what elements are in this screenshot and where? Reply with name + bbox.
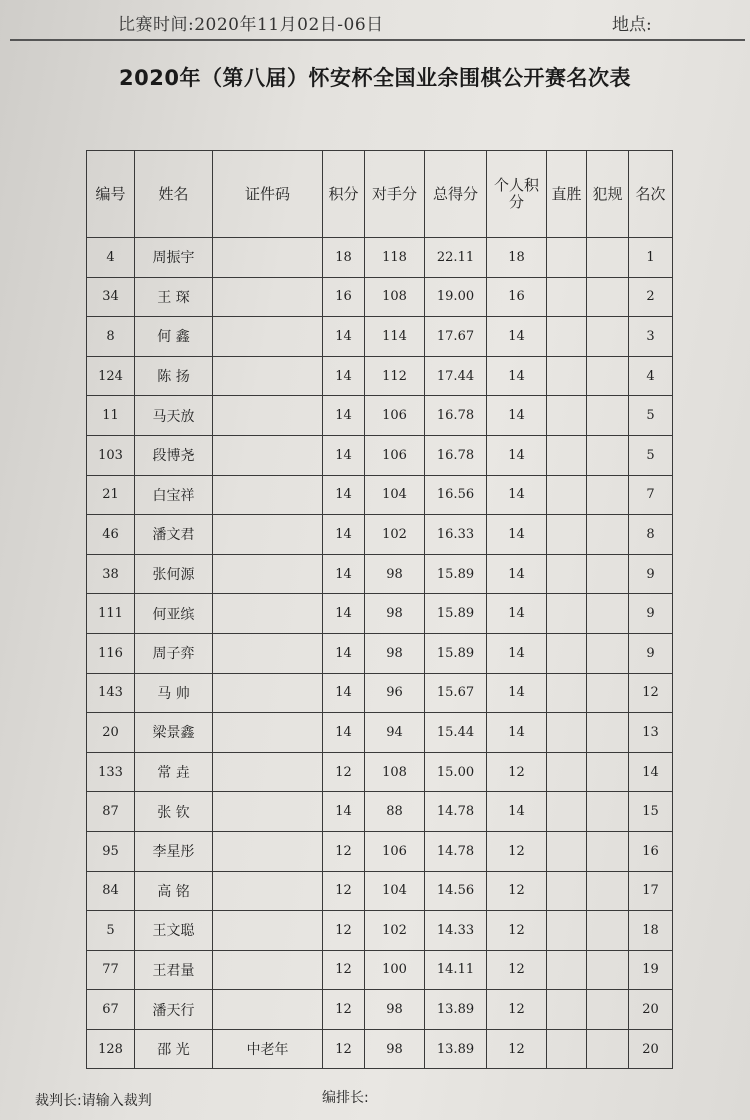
cell-name: 马天放 xyxy=(135,396,213,436)
cell-total: 15.44 xyxy=(425,713,487,753)
cell-id: 116 xyxy=(87,633,135,673)
cell-personal-points: 14 xyxy=(487,356,547,396)
cell-direct-win xyxy=(547,871,587,911)
cell-rank: 2 xyxy=(629,277,673,317)
cell-cert xyxy=(213,317,323,357)
cell-points: 12 xyxy=(323,990,365,1030)
cell-name: 潘天行 xyxy=(135,990,213,1030)
cell-foul xyxy=(587,515,629,555)
cell-name: 王君量 xyxy=(135,950,213,990)
cell-name: 常 垚 xyxy=(135,752,213,792)
ranking-table xyxy=(86,150,673,1069)
col-header-personal-points: 个人积分 xyxy=(487,151,547,238)
cell-total: 16.78 xyxy=(425,396,487,436)
cell-personal-points: 18 xyxy=(487,238,547,278)
table-row xyxy=(87,396,673,436)
cell-foul xyxy=(587,713,629,753)
table-row xyxy=(87,515,673,555)
cell-total: 16.33 xyxy=(425,515,487,555)
cell-total: 14.11 xyxy=(425,950,487,990)
cell-cert xyxy=(213,831,323,871)
cell-id: 34 xyxy=(87,277,135,317)
cell-total: 16.56 xyxy=(425,475,487,515)
cell-points: 12 xyxy=(323,950,365,990)
cell-rank: 3 xyxy=(629,317,673,357)
cell-foul xyxy=(587,792,629,832)
cell-direct-win xyxy=(547,475,587,515)
cell-points: 14 xyxy=(323,515,365,555)
table-row xyxy=(87,594,673,634)
cell-foul xyxy=(587,673,629,713)
cell-rank: 20 xyxy=(629,990,673,1030)
cell-id: 103 xyxy=(87,435,135,475)
cell-personal-points: 14 xyxy=(487,515,547,555)
cell-opponent-score: 108 xyxy=(365,752,425,792)
cell-personal-points: 12 xyxy=(487,752,547,792)
cell-cert xyxy=(213,554,323,594)
cell-cert xyxy=(213,792,323,832)
cell-rank: 9 xyxy=(629,633,673,673)
cell-direct-win xyxy=(547,633,587,673)
cell-foul xyxy=(587,990,629,1030)
cell-cert xyxy=(213,871,323,911)
cell-direct-win xyxy=(547,554,587,594)
cell-opponent-score: 118 xyxy=(365,238,425,278)
cell-id: 143 xyxy=(87,673,135,713)
cell-personal-points: 14 xyxy=(487,633,547,673)
cell-cert xyxy=(213,277,323,317)
cell-foul xyxy=(587,633,629,673)
cell-opponent-score: 104 xyxy=(365,475,425,515)
cell-id: 95 xyxy=(87,831,135,871)
cell-cert xyxy=(213,950,323,990)
cell-name: 梁景鑫 xyxy=(135,713,213,753)
cell-foul xyxy=(587,356,629,396)
cell-personal-points: 12 xyxy=(487,871,547,911)
table-row xyxy=(87,792,673,832)
col-header-opponent-score: 对手分 xyxy=(365,151,425,238)
cell-total: 14.33 xyxy=(425,911,487,951)
cell-total: 16.78 xyxy=(425,435,487,475)
cell-opponent-score: 106 xyxy=(365,831,425,871)
col-header-points: 积分 xyxy=(323,151,365,238)
cell-cert xyxy=(213,990,323,1030)
table-row xyxy=(87,277,673,317)
cell-cert xyxy=(213,911,323,951)
header-divider xyxy=(10,39,745,41)
cell-total: 14.56 xyxy=(425,871,487,911)
cell-name: 潘文君 xyxy=(135,515,213,555)
cell-total: 15.89 xyxy=(425,633,487,673)
col-header-foul: 犯规 xyxy=(587,151,629,238)
cell-id: 77 xyxy=(87,950,135,990)
cell-personal-points: 12 xyxy=(487,831,547,871)
table-row xyxy=(87,713,673,753)
cell-foul xyxy=(587,554,629,594)
cell-opponent-score: 98 xyxy=(365,594,425,634)
cell-rank: 12 xyxy=(629,673,673,713)
cell-points: 14 xyxy=(323,396,365,436)
cell-opponent-score: 102 xyxy=(365,911,425,951)
cell-foul xyxy=(587,911,629,951)
cell-name: 白宝祥 xyxy=(135,475,213,515)
cell-id: 38 xyxy=(87,554,135,594)
table-row xyxy=(87,356,673,396)
cell-personal-points: 14 xyxy=(487,594,547,634)
cell-id: 124 xyxy=(87,356,135,396)
cell-points: 14 xyxy=(323,435,365,475)
cell-name: 李星彤 xyxy=(135,831,213,871)
cell-foul xyxy=(587,871,629,911)
match-date: 比赛时间:2020年11月02日-06日 xyxy=(118,15,384,35)
cell-opponent-score: 112 xyxy=(365,356,425,396)
cell-id: 11 xyxy=(87,396,135,436)
cell-foul xyxy=(587,277,629,317)
cell-name: 周子弈 xyxy=(135,633,213,673)
col-header-total: 总得分 xyxy=(425,151,487,238)
cell-points: 14 xyxy=(323,673,365,713)
cell-id: 111 xyxy=(87,594,135,634)
cell-cert xyxy=(213,633,323,673)
cell-rank: 20 xyxy=(629,1029,673,1069)
cell-cert xyxy=(213,238,323,278)
cell-total: 17.44 xyxy=(425,356,487,396)
cell-rank: 19 xyxy=(629,950,673,990)
cell-cert xyxy=(213,713,323,753)
cell-rank: 1 xyxy=(629,238,673,278)
table-row xyxy=(87,673,673,713)
cell-total: 15.89 xyxy=(425,594,487,634)
cell-personal-points: 16 xyxy=(487,277,547,317)
cell-rank: 5 xyxy=(629,396,673,436)
cell-cert xyxy=(213,356,323,396)
cell-total: 15.00 xyxy=(425,752,487,792)
cell-personal-points: 14 xyxy=(487,435,547,475)
cell-foul xyxy=(587,435,629,475)
cell-opponent-score: 108 xyxy=(365,277,425,317)
cell-points: 12 xyxy=(323,752,365,792)
table-row xyxy=(87,633,673,673)
table-row xyxy=(87,1029,673,1069)
cell-foul xyxy=(587,238,629,278)
cell-opponent-score: 114 xyxy=(365,317,425,357)
cell-cert xyxy=(213,396,323,436)
table-row xyxy=(87,752,673,792)
cell-foul xyxy=(587,1029,629,1069)
table-row xyxy=(87,475,673,515)
cell-id: 21 xyxy=(87,475,135,515)
cell-id: 4 xyxy=(87,238,135,278)
cell-rank: 16 xyxy=(629,831,673,871)
table-row xyxy=(87,990,673,1030)
cell-id: 46 xyxy=(87,515,135,555)
cell-opponent-score: 98 xyxy=(365,990,425,1030)
cell-cert xyxy=(213,594,323,634)
cell-name: 高 铭 xyxy=(135,871,213,911)
cell-rank: 5 xyxy=(629,435,673,475)
cell-cert xyxy=(213,673,323,713)
cell-direct-win xyxy=(547,990,587,1030)
cell-direct-win xyxy=(547,792,587,832)
cell-personal-points: 14 xyxy=(487,475,547,515)
cell-direct-win xyxy=(547,950,587,990)
table-row xyxy=(87,871,673,911)
col-header-name: 姓名 xyxy=(135,151,213,238)
cell-cert: 中老年 xyxy=(213,1029,323,1069)
col-header-cert: 证件码 xyxy=(213,151,323,238)
cell-points: 18 xyxy=(323,238,365,278)
cell-rank: 4 xyxy=(629,356,673,396)
cell-name: 何 鑫 xyxy=(135,317,213,357)
location-label: 地点: xyxy=(612,15,652,35)
cell-direct-win xyxy=(547,1029,587,1069)
cell-name: 何亚缤 xyxy=(135,594,213,634)
cell-rank: 13 xyxy=(629,713,673,753)
cell-direct-win xyxy=(547,356,587,396)
cell-personal-points: 14 xyxy=(487,317,547,357)
cell-points: 14 xyxy=(323,792,365,832)
cell-personal-points: 14 xyxy=(487,673,547,713)
cell-direct-win xyxy=(547,435,587,475)
page-title: 2020年（第八届）怀安杯全国业余围棋公开赛名次表 xyxy=(119,66,631,90)
chief-referee-label: 裁判长:请输入裁判 xyxy=(35,1093,152,1109)
cell-rank: 8 xyxy=(629,515,673,555)
cell-direct-win xyxy=(547,238,587,278)
col-header-rank: 名次 xyxy=(629,151,673,238)
cell-id: 87 xyxy=(87,792,135,832)
table-header-row xyxy=(87,151,673,238)
col-header-direct-win: 直胜 xyxy=(547,151,587,238)
cell-direct-win xyxy=(547,911,587,951)
cell-opponent-score: 94 xyxy=(365,713,425,753)
cell-opponent-score: 100 xyxy=(365,950,425,990)
cell-cert xyxy=(213,475,323,515)
cell-rank: 18 xyxy=(629,911,673,951)
cell-rank: 9 xyxy=(629,554,673,594)
cell-name: 周振宇 xyxy=(135,238,213,278)
cell-points: 16 xyxy=(323,277,365,317)
table-row xyxy=(87,554,673,594)
cell-name: 邵 光 xyxy=(135,1029,213,1069)
cell-personal-points: 14 xyxy=(487,396,547,436)
cell-name: 马 帅 xyxy=(135,673,213,713)
table-row xyxy=(87,435,673,475)
cell-name: 陈 扬 xyxy=(135,356,213,396)
table-row xyxy=(87,831,673,871)
cell-points: 14 xyxy=(323,713,365,753)
cell-total: 14.78 xyxy=(425,831,487,871)
cell-opponent-score: 102 xyxy=(365,515,425,555)
col-header-id: 编号 xyxy=(87,151,135,238)
cell-name: 王文聪 xyxy=(135,911,213,951)
cell-points: 14 xyxy=(323,317,365,357)
cell-id: 133 xyxy=(87,752,135,792)
cell-rank: 7 xyxy=(629,475,673,515)
cell-cert xyxy=(213,435,323,475)
cell-foul xyxy=(587,831,629,871)
cell-name: 王 琛 xyxy=(135,277,213,317)
cell-id: 5 xyxy=(87,911,135,951)
cell-opponent-score: 88 xyxy=(365,792,425,832)
cell-points: 12 xyxy=(323,831,365,871)
cell-foul xyxy=(587,752,629,792)
cell-points: 14 xyxy=(323,594,365,634)
table-row xyxy=(87,950,673,990)
cell-opponent-score: 98 xyxy=(365,554,425,594)
cell-total: 13.89 xyxy=(425,1029,487,1069)
cell-id: 67 xyxy=(87,990,135,1030)
cell-name: 段博尧 xyxy=(135,435,213,475)
cell-personal-points: 12 xyxy=(487,1029,547,1069)
cell-points: 12 xyxy=(323,911,365,951)
cell-rank: 14 xyxy=(629,752,673,792)
cell-id: 8 xyxy=(87,317,135,357)
cell-foul xyxy=(587,950,629,990)
cell-foul xyxy=(587,396,629,436)
cell-rank: 9 xyxy=(629,594,673,634)
cell-personal-points: 12 xyxy=(487,950,547,990)
cell-id: 20 xyxy=(87,713,135,753)
cell-direct-win xyxy=(547,277,587,317)
cell-points: 12 xyxy=(323,871,365,911)
cell-rank: 15 xyxy=(629,792,673,832)
cell-direct-win xyxy=(547,515,587,555)
cell-direct-win xyxy=(547,752,587,792)
cell-foul xyxy=(587,594,629,634)
cell-id: 84 xyxy=(87,871,135,911)
cell-direct-win xyxy=(547,396,587,436)
cell-direct-win xyxy=(547,673,587,713)
cell-total: 15.89 xyxy=(425,554,487,594)
cell-name: 张何源 xyxy=(135,554,213,594)
table-row xyxy=(87,238,673,278)
cell-direct-win xyxy=(547,831,587,871)
cell-foul xyxy=(587,317,629,357)
cell-total: 17.67 xyxy=(425,317,487,357)
cell-personal-points: 14 xyxy=(487,554,547,594)
cell-points: 14 xyxy=(323,554,365,594)
cell-opponent-score: 104 xyxy=(365,871,425,911)
cell-foul xyxy=(587,475,629,515)
cell-name: 张 钦 xyxy=(135,792,213,832)
cell-cert xyxy=(213,752,323,792)
cell-points: 12 xyxy=(323,1029,365,1069)
cell-cert xyxy=(213,515,323,555)
cell-personal-points: 14 xyxy=(487,792,547,832)
cell-total: 15.67 xyxy=(425,673,487,713)
cell-id: 128 xyxy=(87,1029,135,1069)
cell-opponent-score: 106 xyxy=(365,396,425,436)
cell-direct-win xyxy=(547,317,587,357)
cell-personal-points: 12 xyxy=(487,990,547,1030)
cell-total: 14.78 xyxy=(425,792,487,832)
table-row xyxy=(87,317,673,357)
arranger-label: 编排长: xyxy=(322,1090,369,1106)
cell-total: 22.11 xyxy=(425,238,487,278)
cell-total: 19.00 xyxy=(425,277,487,317)
cell-direct-win xyxy=(547,594,587,634)
cell-opponent-score: 98 xyxy=(365,633,425,673)
cell-personal-points: 14 xyxy=(487,713,547,753)
cell-points: 14 xyxy=(323,356,365,396)
cell-opponent-score: 98 xyxy=(365,1029,425,1069)
cell-direct-win xyxy=(547,713,587,753)
cell-points: 14 xyxy=(323,633,365,673)
cell-points: 14 xyxy=(323,475,365,515)
cell-opponent-score: 106 xyxy=(365,435,425,475)
cell-opponent-score: 96 xyxy=(365,673,425,713)
cell-total: 13.89 xyxy=(425,990,487,1030)
cell-rank: 17 xyxy=(629,871,673,911)
table-row xyxy=(87,911,673,951)
cell-personal-points: 12 xyxy=(487,911,547,951)
